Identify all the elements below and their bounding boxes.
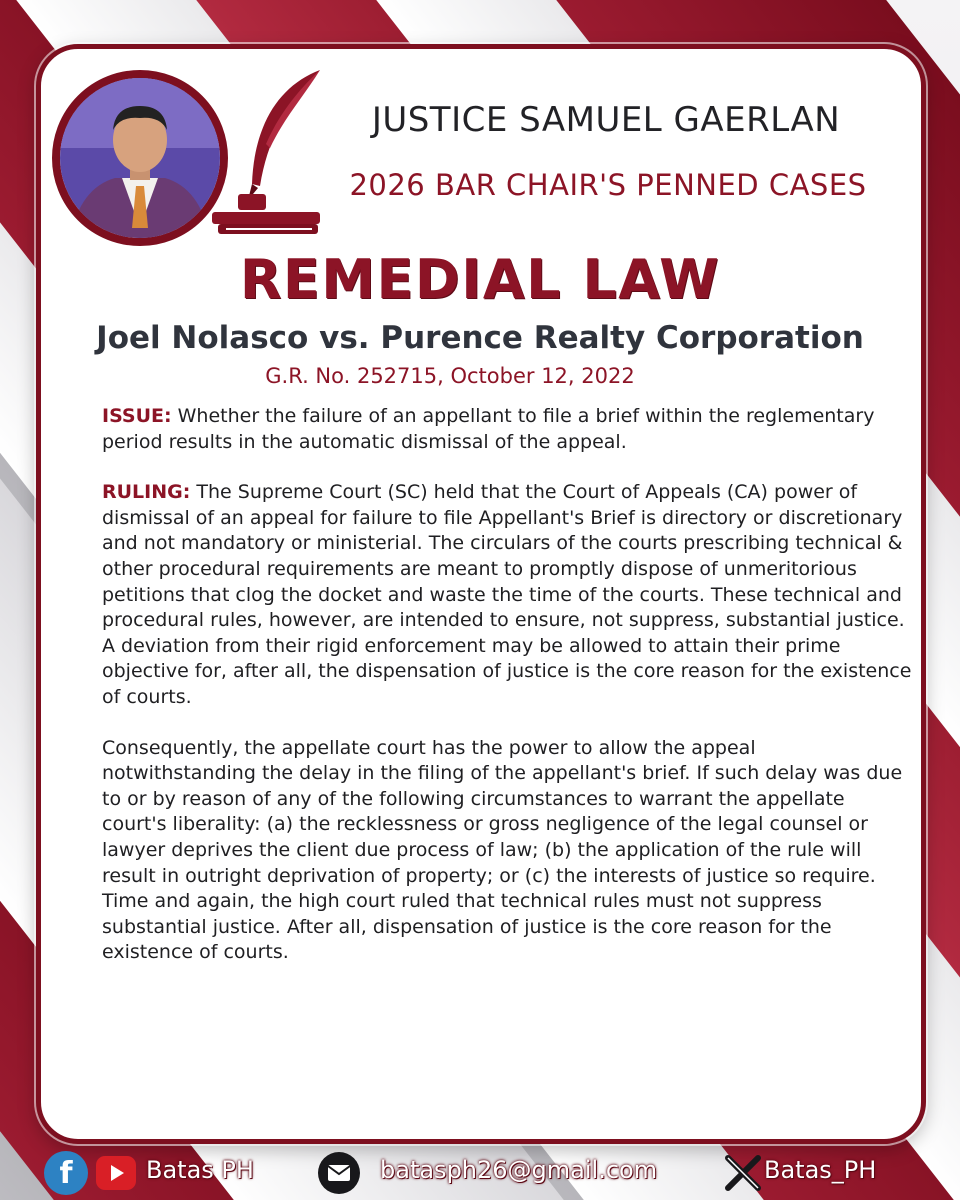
page-name-link[interactable]: Batas PH: [146, 1156, 254, 1184]
series-subtitle: 2026 BAR CHAIR'S PENNED CASES: [349, 168, 867, 202]
quill-and-book-icon: [208, 66, 326, 238]
ruling-label: RULING:: [102, 481, 191, 504]
consequently-paragraph: Consequently, the appellate court has the power to allow the appeal notwithstanding the delay in the filing of the appellant's brief. If such delay was due to or by reason of any of the following circumstances to warrant the appellate court's liberality: (a) the recklessness or gross negligence of the legal counsel or lawyer deprives the client due process of law; (b) the application of the rule will result in outright deprivation of property; or (c) the interests of justice so require. Time and again, the high court ruled that technical rules must not suppress substantial justice. After all, dispensation of justice is the core reason for the existence of courts.: [102, 736, 903, 964]
email-icon[interactable]: [318, 1152, 360, 1194]
footer-bar: [0, 1146, 960, 1200]
justice-name: JUSTICE SAMUEL GAERLAN: [371, 100, 841, 140]
ruling-text: The Supreme Court (SC) held that the Court of Appeals (CA) power of dismissal of an appeal for failure to file Appellant's Brief is directory or discretionary and not mandatory or ministerial. The circulars of the courts prescribing technical & other procedural requirements are meant to promptly dispose of unmeritorious petitions that clog the docket and waste the time of the courts. These technical and procedural rules, however, are intended to ensure, not suppress, substantial justice. A deviation from their rigid enforcement may be allowed to attain their prime objective for, after all, the dispensation of justice is the core reason for the existence of courts.: [102, 481, 912, 708]
case-title: Joel Nolasco vs. Purence Realty Corporation: [96, 320, 864, 356]
subject-heading: REMEDIAL LAW: [239, 248, 721, 311]
x-handle-link[interactable]: Batas_PH: [764, 1156, 877, 1184]
issue-label: ISSUE:: [102, 405, 172, 427]
ruling-paragraph: [102, 480, 914, 710]
facebook-icon[interactable]: f: [44, 1151, 88, 1195]
x-icon[interactable]: [724, 1154, 762, 1192]
issue-paragraph: [102, 404, 914, 455]
youtube-icon[interactable]: [96, 1156, 136, 1190]
justice-portrait: [52, 70, 228, 246]
issue-text: Whether the failure of an appellant to file a brief within the reglementary period results in the automatic dismissal of the appeal.: [102, 405, 875, 453]
case-reference: G.R. No. 252715, October 12, 2022: [265, 364, 635, 388]
case-digest: [102, 404, 914, 991]
email-link[interactable]: batasph26@gmail.com: [380, 1156, 658, 1184]
